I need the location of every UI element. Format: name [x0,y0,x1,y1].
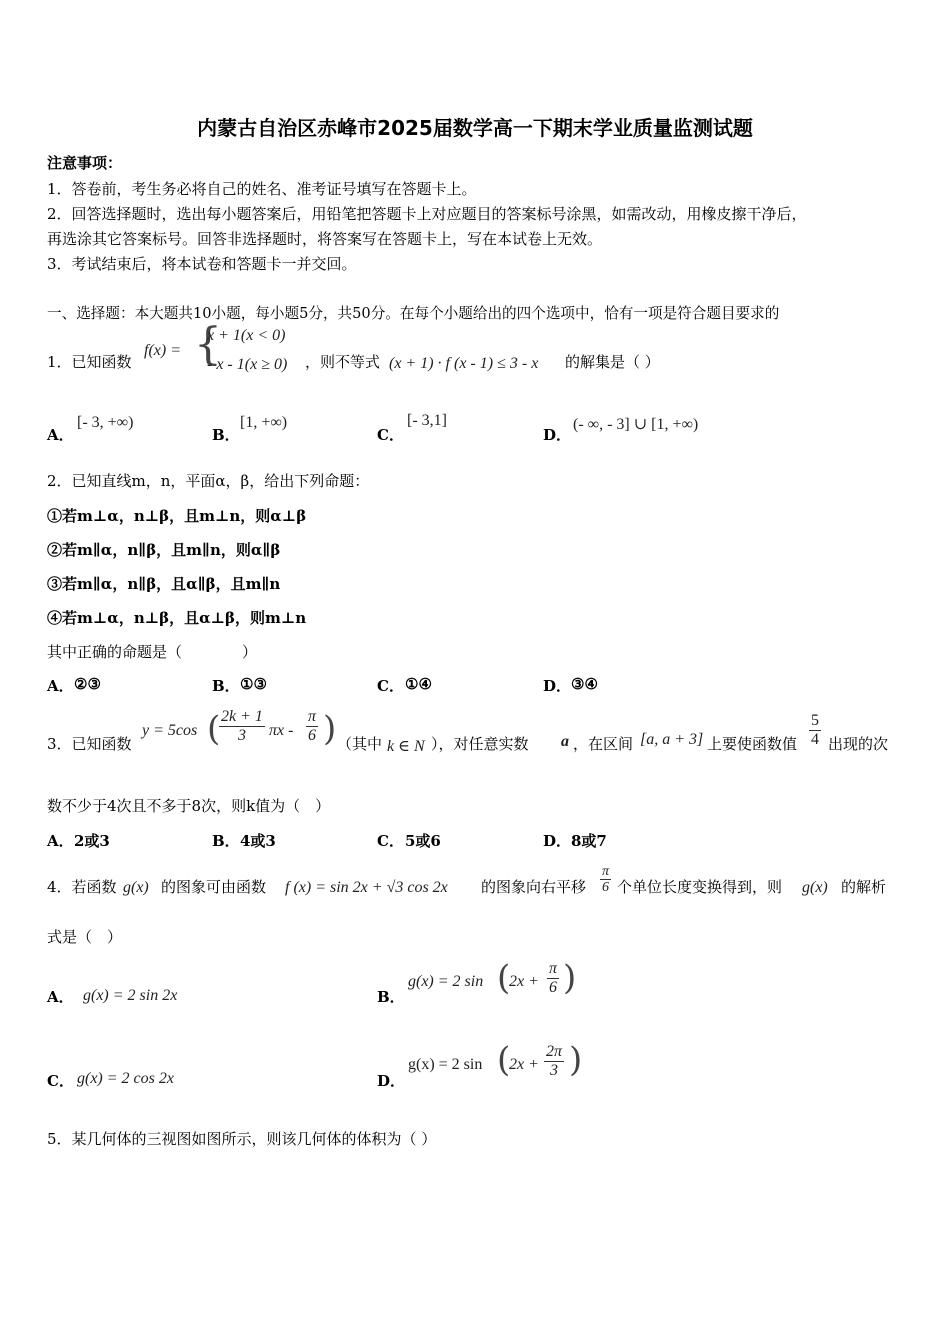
option-text: [- 3, +∞) [77,414,134,431]
q3-mid1: πx - [269,722,294,739]
q3-vfrac [809,712,821,748]
q2-prop: ①若m⊥α，n⊥β，且m⊥n，则α⊥β [47,507,307,525]
option-text: 2x + [509,973,539,990]
q1-case1: x + 1(x < 0) [207,327,286,344]
option-label[interactable]: A． [47,677,74,695]
q3-mid3: ），对任意实数 [431,735,529,753]
option-text: [1, +∞) [240,414,288,431]
optD-num: 2π [546,1043,563,1060]
q4-pinum: π [602,864,610,879]
q4-mid2: 的图象向右平移 [481,878,587,896]
option-text: g(x) = 2 cos 2x [77,1070,174,1087]
q1-ineq: (x + 1) · f (x - 1) ≤ 3 - x [389,355,539,372]
q4-mid1: 的图象可由函数 [161,878,267,896]
q3-frac [219,708,265,744]
question-4 [47,858,927,908]
option-label[interactable]: A． [47,988,74,1006]
paren-icon: ) [563,958,577,998]
q4-end: 的解析 [841,878,887,896]
optD-den: 3 [550,1061,558,1079]
option-label[interactable]: A． [47,426,74,444]
option-text: 2或3 [74,832,110,850]
q3-den: 3 [237,726,246,744]
option-text: ②③ [74,675,101,693]
q3-pifrac [306,708,318,744]
paren-icon: ) [569,1040,583,1080]
option-text: ①③ [240,675,267,693]
question-3 [47,705,927,765]
option-text: (- ∞, - 3] ∪ [1, +∞) [573,416,699,433]
option-label[interactable]: D． [543,677,572,695]
option-label[interactable]: D． [543,426,572,444]
q5-stem: 5．某几何体的三视图如图所示，则该几何体的体积为（ ） [47,1130,437,1148]
paren-icon: ( [497,958,511,998]
q2-prop: ②若m∥α，n∥β，且m∥n，则α∥β [47,541,281,559]
q3-end: 出现的次 [828,735,889,753]
q3-pinum: π [308,708,317,725]
option-text: ①④ [405,675,432,693]
option-text: g(x) = 2 sin 2x [83,987,178,1004]
q3-interval: [a, a + 3] [640,731,704,748]
notice-item: 再选涂其它答案标号。回答非选择题时，将答案写在答题卡上，写在本试卷上无效。 [47,230,603,248]
option-label[interactable]: D． [377,1072,406,1090]
q1-fx: f(x) = [144,342,181,359]
q3-line2: 数不少于4次且不多于8次，则k值为（ ） [47,797,331,815]
option-text: [- 3,1] [407,412,447,429]
option-label[interactable]: C． [377,832,404,850]
q1-options [47,412,927,444]
q3-mid5: 上要使函数值 [707,735,798,753]
q4-pifrac [600,864,611,896]
q3-a: a [561,733,569,750]
option-text: 4或3 [240,832,276,850]
paren-icon: ) [323,709,337,749]
q1-suffix: 的解集是（ ） [565,353,660,371]
q3-prefix: 3．已知函数 [47,735,132,753]
q1-mid: ，则不等式 [305,353,381,371]
q3-options [47,830,927,852]
q1-prefix: 1．已知函数 [47,353,132,371]
option-label[interactable]: C． [377,677,404,695]
notice-item: 1．答卷前，考生务必将自己的姓名、准考证号填写在答题卡上。 [47,180,477,198]
q2-ask: 其中正确的命题是（ ） [47,643,258,661]
option-label[interactable]: A． [47,832,74,850]
q3-vnum: 5 [811,712,819,729]
q2-prop: ④若m⊥α，n⊥β，且α⊥β，则m⊥n [47,609,307,627]
notice-item: 2．回答选择题时，选出每小题答案后，用铅笔把答题卡上对应题目的答案标号涂黑，如需改动，用橡皮擦干净后， [47,205,807,223]
paren-icon: ( [207,709,221,749]
option-label[interactable]: B． [377,988,405,1006]
q3-mid2: （其中 [337,735,383,753]
option-label[interactable]: B． [212,426,240,444]
option-text: ③④ [571,675,598,693]
option-label[interactable]: D． [543,832,572,850]
q3-num: 2k + 1 [221,708,263,725]
q4-options-row1 [47,958,927,1018]
q4-prefix: 4．若函数 [47,878,117,896]
q4-gx: g(x) [123,879,149,896]
q2-prop: ③若m∥α，n∥β，且α∥β，且m∥n [47,575,281,593]
option-text: 8或7 [571,832,607,850]
option-label[interactable]: B． [212,832,240,850]
q4-optD-frac [544,1043,564,1079]
q2-stem: 2．已知直线m，n，平面α，β，给出下列命题： [47,472,370,490]
q1-case2: - x - 1(x ≥ 0) [207,356,288,373]
option-text: g(x) = 2 sin [408,1056,483,1073]
q3-vden: 4 [811,730,819,748]
notice-heading: 注意事项： [47,154,123,172]
q3-y: y = 5cos [142,722,198,739]
q4-piden: 6 [602,880,609,896]
q2-options [47,675,927,697]
q4-options-row2 [47,1040,927,1100]
q3-mid4: ，在区间 [573,735,634,753]
option-text: g(x) = 2 sin [408,973,484,990]
paren-icon: ( [497,1040,511,1080]
option-label[interactable]: C． [377,426,404,444]
page-title: 内蒙古自治区赤峰市2025届数学高一下期末学业质量监测试题 [197,116,753,140]
q4-fx: f (x) = sin 2x + √3 cos 2x [285,879,448,896]
q3-piden: 6 [308,726,316,744]
option-text: 5或6 [405,832,441,850]
q3-kN: k ∈ N [387,738,425,755]
option-text: 2x + [509,1056,539,1073]
q4-line2: 式是（ ） [47,928,123,946]
brace-icon: { [194,319,222,370]
q4-optB-frac [547,960,559,996]
optB-den: 6 [549,978,557,996]
optB-num: π [549,960,558,977]
option-label[interactable]: C． [47,1072,74,1090]
option-label[interactable]: B． [212,677,240,695]
section-heading: 一、选择题：本大题共10小题，每小题5分，共50分。在每个小题给出的四个选项中，恰有一项是符合题目要求的 [47,305,780,322]
notice-item: 3．考试结束后，将本试卷和答题卡一并交回。 [47,255,357,273]
q4-mid3: 个单位长度变换得到，则 [617,878,783,896]
q4-gx2: g(x) [802,879,828,896]
